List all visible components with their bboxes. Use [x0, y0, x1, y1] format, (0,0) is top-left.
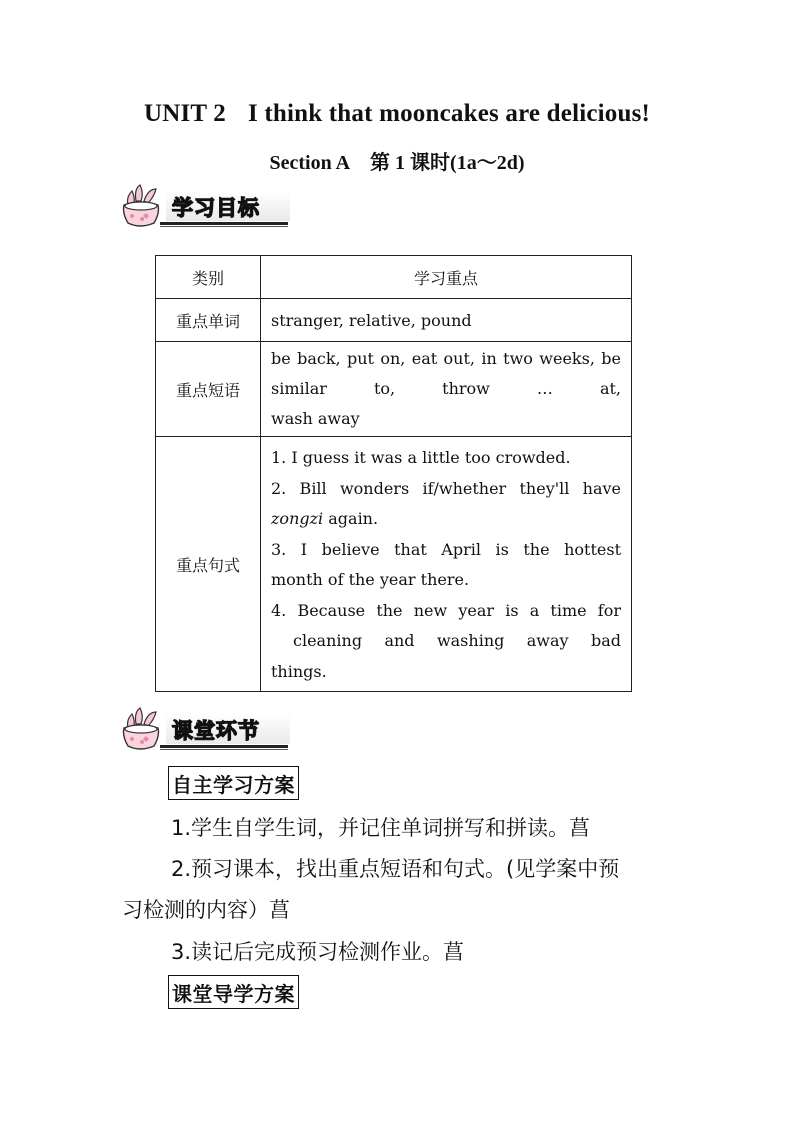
row-category: 重点句式 — [156, 437, 261, 692]
sentence-item: 4. Because the new year is a time for cleaning and washing away bad things. — [271, 600, 621, 681]
sentence-item: 1. I guess it was a little too crowded. — [271, 448, 571, 467]
flower-pot-icon — [120, 706, 164, 752]
lesson-label: 第 1 课时(1a～2d) — [370, 152, 525, 174]
list-item: 2.预习课本，找出重点短语和句式。(见学案中预 — [171, 857, 620, 881]
flower-pot-icon — [120, 183, 164, 229]
banner-label: 学习目标 — [166, 191, 290, 221]
unit-title: I think that mooncakes are delicious! — [247, 100, 651, 127]
row-category: 重点单词 — [156, 299, 261, 342]
list-item: 习检测的内容）菖 — [122, 898, 290, 922]
row-content: stranger, relative, pound — [261, 299, 632, 342]
list-item: 1.学生自学生词，并记住单词拼写和拼读。菖 — [171, 816, 591, 840]
row-category: 重点短语 — [156, 342, 261, 437]
table-row — [156, 342, 632, 437]
goals-table — [155, 255, 632, 692]
list-item: 3.读记后完成预习检测作业。菖 — [171, 940, 465, 964]
banner-learning-goals — [120, 183, 295, 233]
page-title — [0, 100, 794, 128]
sentence-item: 3. I believe that April is the hottest month of the year there. — [271, 539, 621, 589]
row-content — [261, 437, 632, 692]
table-row — [156, 299, 632, 342]
banner-label: 课堂环节 — [166, 714, 290, 744]
header-focus: 学习重点 — [261, 256, 632, 299]
sentence-item: 2. Bill wonders if/whether they'll have zongzi again. — [271, 478, 621, 528]
row-content: be back, put on, eat out, in two weeks, be similar to, throw … at, wash away — [261, 342, 632, 437]
page-subtitle — [0, 146, 794, 175]
table-row — [156, 437, 632, 692]
header-category: 类别 — [156, 256, 261, 299]
unit-label: UNIT 2 — [143, 100, 226, 127]
section-heading-guided-study: 课堂导学方案 — [168, 975, 299, 1009]
section-heading-self-study: 自主学习方案 — [168, 766, 299, 800]
banner-class-sessions — [120, 706, 295, 756]
section-label: Section A — [269, 152, 351, 174]
table-header-row — [156, 256, 632, 299]
